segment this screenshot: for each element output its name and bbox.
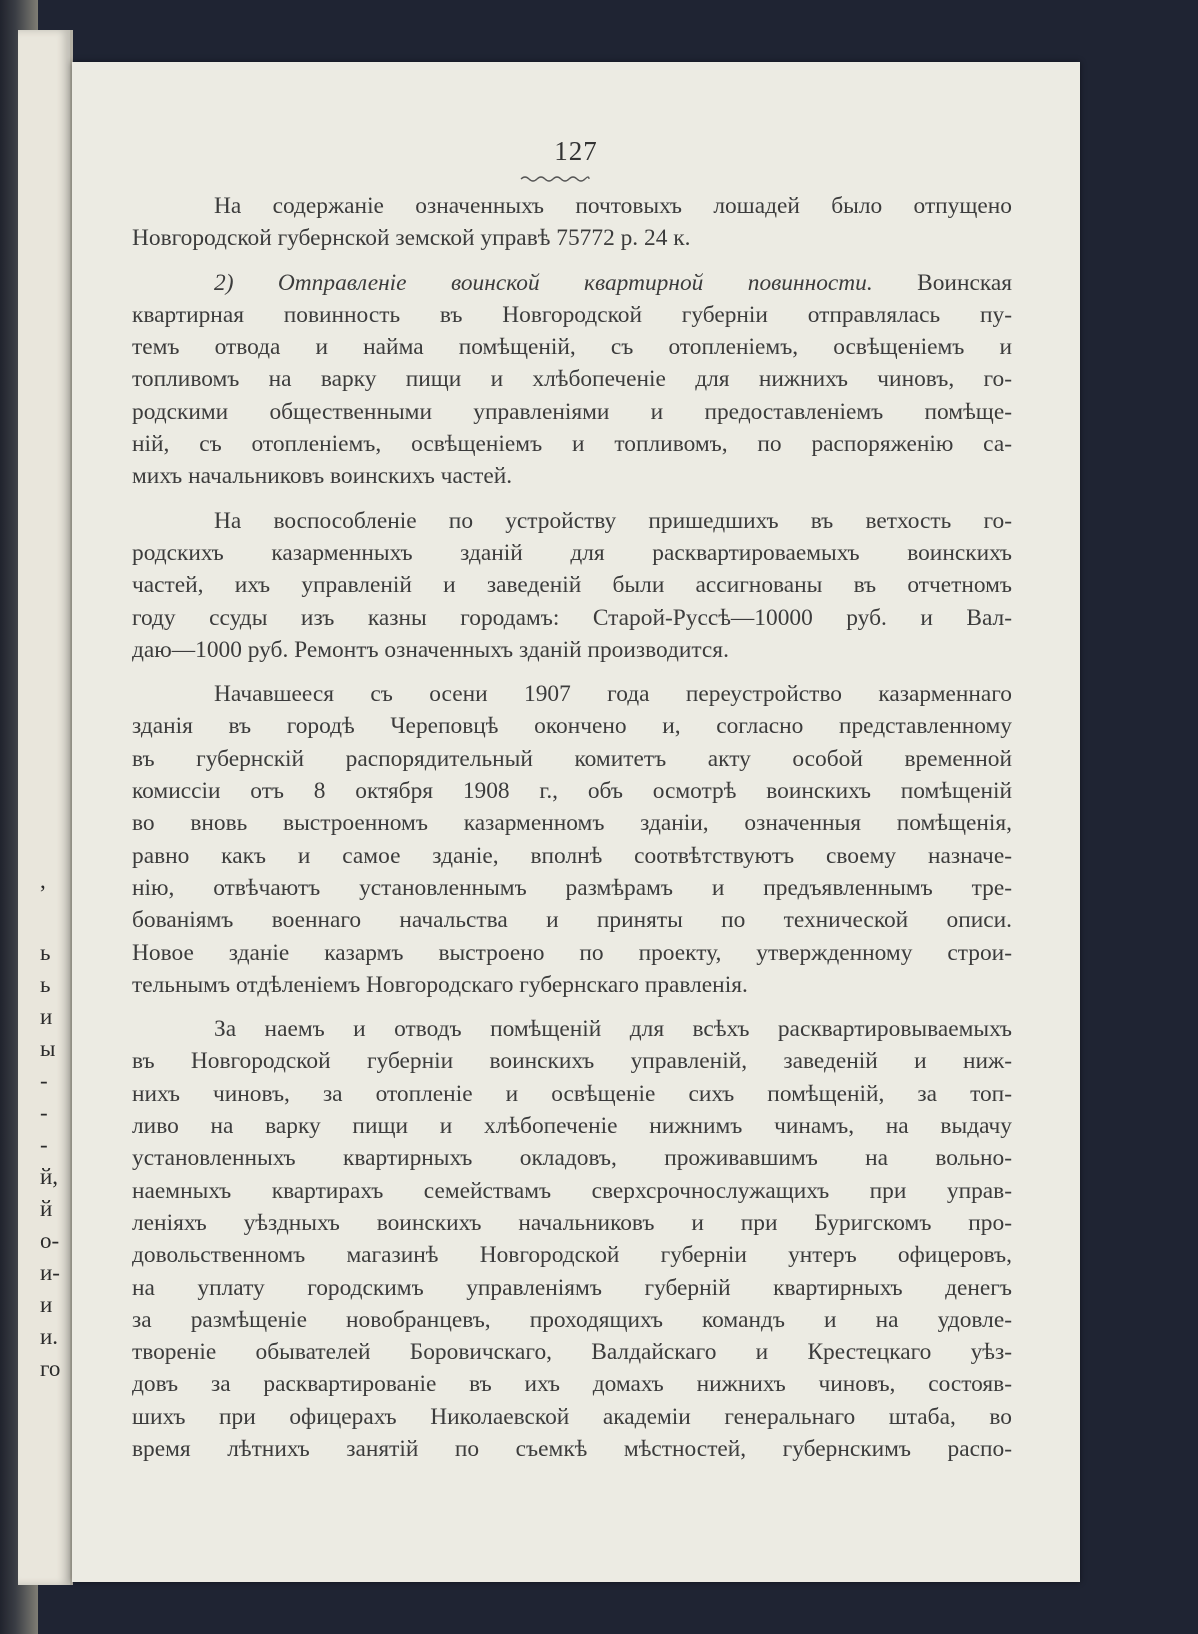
text-line: нихъ чиновъ, за отопленіе и освѣщеніе сихъ помѣщеній, за топ- (132, 1080, 1012, 1107)
text-line: михъ начальниковъ воинскихъ частей. (132, 463, 513, 490)
left-page-fragment: ь (40, 972, 51, 997)
text-line: тельнымъ отдѣленіемъ Новгородскаго губернскаго правленія. (132, 971, 748, 998)
page-number: 127 (554, 136, 598, 166)
text-line: шихъ при офицерахъ Николаевской академіи генеральнаго штаба, во (132, 1403, 1012, 1430)
left-page-fragment: - (40, 1068, 48, 1093)
text-line: довольственномъ магазинѣ Новгородской губерніи унтеръ офицеровъ, (132, 1242, 1012, 1269)
text-line: даю—1000 руб. Ремонтъ означенныхъ зданій производится. (132, 636, 729, 663)
text-line: темъ отвода и найма помѣщеній, съ отопленіемъ, освѣщеніемъ и (132, 334, 1012, 361)
paragraph (132, 678, 1012, 1001)
text-line: На воспособленіе по устройству пришедшихъ въ ветхость го- (214, 507, 1012, 534)
text-line: время лѣтнихъ занятій по съемкѣ мѣстностей, губернскимъ распо- (132, 1435, 1012, 1462)
left-page-fragment: го (40, 1356, 61, 1381)
text-line: твореніе обывателей Боровичскаго, Валдайскаго и Крестецкаго уѣз- (132, 1339, 1012, 1366)
text-line: ній, съ отопленіемъ, освѣщеніемъ и топливомъ, по распоряженію са- (132, 431, 1012, 458)
text-line: родскихъ казарменныхъ зданій для расквартироваемыхъ воинскихъ (132, 539, 1012, 566)
text-line: зданія въ городѣ Череповцѣ окончено и, согласно представленному (132, 713, 1012, 740)
text-line: топливомъ на варку пищи и хлѣбопеченіе для нижнихъ чиновъ, го- (132, 366, 1012, 393)
text-line: въ Новгородской губерніи воинскихъ управленій, заведеній и ниж- (132, 1048, 1012, 1075)
left-page-fragment: - (40, 1100, 48, 1125)
text-line: Новое зданіе казармъ выстроено по проекту, утвержденному строи- (132, 939, 1012, 966)
left-page-fragment: и (40, 1004, 53, 1029)
text-line: За наемъ и отводъ помѣщеній для всѣхъ расквартировываемыхъ (214, 1016, 1012, 1043)
text-line: на уплату городскимъ управленіямъ губерній квартирныхъ денегъ (132, 1274, 1012, 1301)
left-page-fragment: и. (40, 1324, 59, 1349)
left-page-fragment: и- (40, 1260, 60, 1285)
text-fragment: Воинская (872, 269, 1012, 296)
wavy-rule-ornament (519, 174, 591, 182)
text-line: родскими общественными управленіями и предоставленіемъ помѣще- (132, 398, 1012, 425)
text-line: довъ за расквартированіе въ ихъ домахъ нижнихъ чиновъ, состояв- (132, 1371, 1012, 1398)
paragraph (132, 267, 1012, 493)
text-line: за размѣщеніе новобранцевъ, проходящихъ командъ и на удовле- (132, 1306, 1012, 1333)
left-page-edge (18, 30, 73, 1585)
text-line: леніяхъ уѣздныхъ воинскихъ начальниковъ и при Буригскомъ про- (132, 1209, 1012, 1236)
text-line: нію, отвѣчаютъ установленнымъ размѣрамъ и предъявленнымъ тре- (132, 874, 1012, 901)
paragraph (132, 190, 1012, 255)
section-heading-italic: 2) Отправленіе воинской квартирной повинности. (214, 269, 873, 296)
body-text (132, 190, 1012, 1477)
text-line (132, 267, 1012, 299)
text-line: квартирная повинность въ Новгородской губерніи отправлялась пу- (132, 301, 1012, 328)
left-page-fragment: й, (40, 1164, 59, 1189)
text-line: въ губернскій распорядительный комитетъ акту особой временной (132, 745, 1012, 772)
left-page-fragment: , (40, 868, 46, 893)
left-page-fragment: й (40, 1196, 53, 1221)
text-line: На содержаніе означенныхъ почтовыхъ лошадей было отпущено (214, 193, 1012, 219)
text-line: году ссуды изъ казны городамъ: Старой-Руссѣ—10000 руб. и Вал- (132, 604, 1012, 631)
text-line: комиссіи отъ 8 октября 1908 г., объ осмотрѣ воинскихъ помѣщеній (132, 778, 1012, 805)
left-page-fragment: - (40, 1132, 48, 1157)
text-line: ливо на варку пищи и хлѣбопеченіе нижнимъ чинамъ, на выдачу (132, 1113, 1012, 1140)
paragraph (132, 1013, 1012, 1465)
text-line: равно какъ и самое зданіе, вполнѣ соотвѣтствуютъ своему назначе- (132, 842, 1012, 869)
book-page (72, 62, 1080, 1582)
text-line: Начавшееся съ осени 1907 года переустройство казарменнаго (214, 681, 1012, 708)
text-line: Новгородской губернской земской управѣ 75772 р. 24 к. (132, 225, 691, 252)
left-page-fragment: ы (40, 1036, 56, 1061)
left-page-fragment: ь (40, 940, 51, 965)
text-line: частей, ихъ управленій и заведеній были ассигнованы въ отчетномъ (132, 572, 1012, 599)
paragraph (132, 505, 1012, 666)
left-page-fragment: и (40, 1292, 53, 1317)
text-line: наемныхъ квартирахъ семействамъ сверхсрочнослужащихъ при управ- (132, 1177, 1012, 1204)
text-line: установленныхъ квартирныхъ окладовъ, проживавшимъ на вольно- (132, 1145, 1012, 1172)
text-line: бованіямъ военнаго начальства и приняты по технической описи. (132, 907, 1012, 934)
text-line: во вновь выстроенномъ казарменномъ зданіи, означенныя помѣщенія, (132, 810, 1012, 837)
left-page-fragment: о- (40, 1228, 60, 1253)
